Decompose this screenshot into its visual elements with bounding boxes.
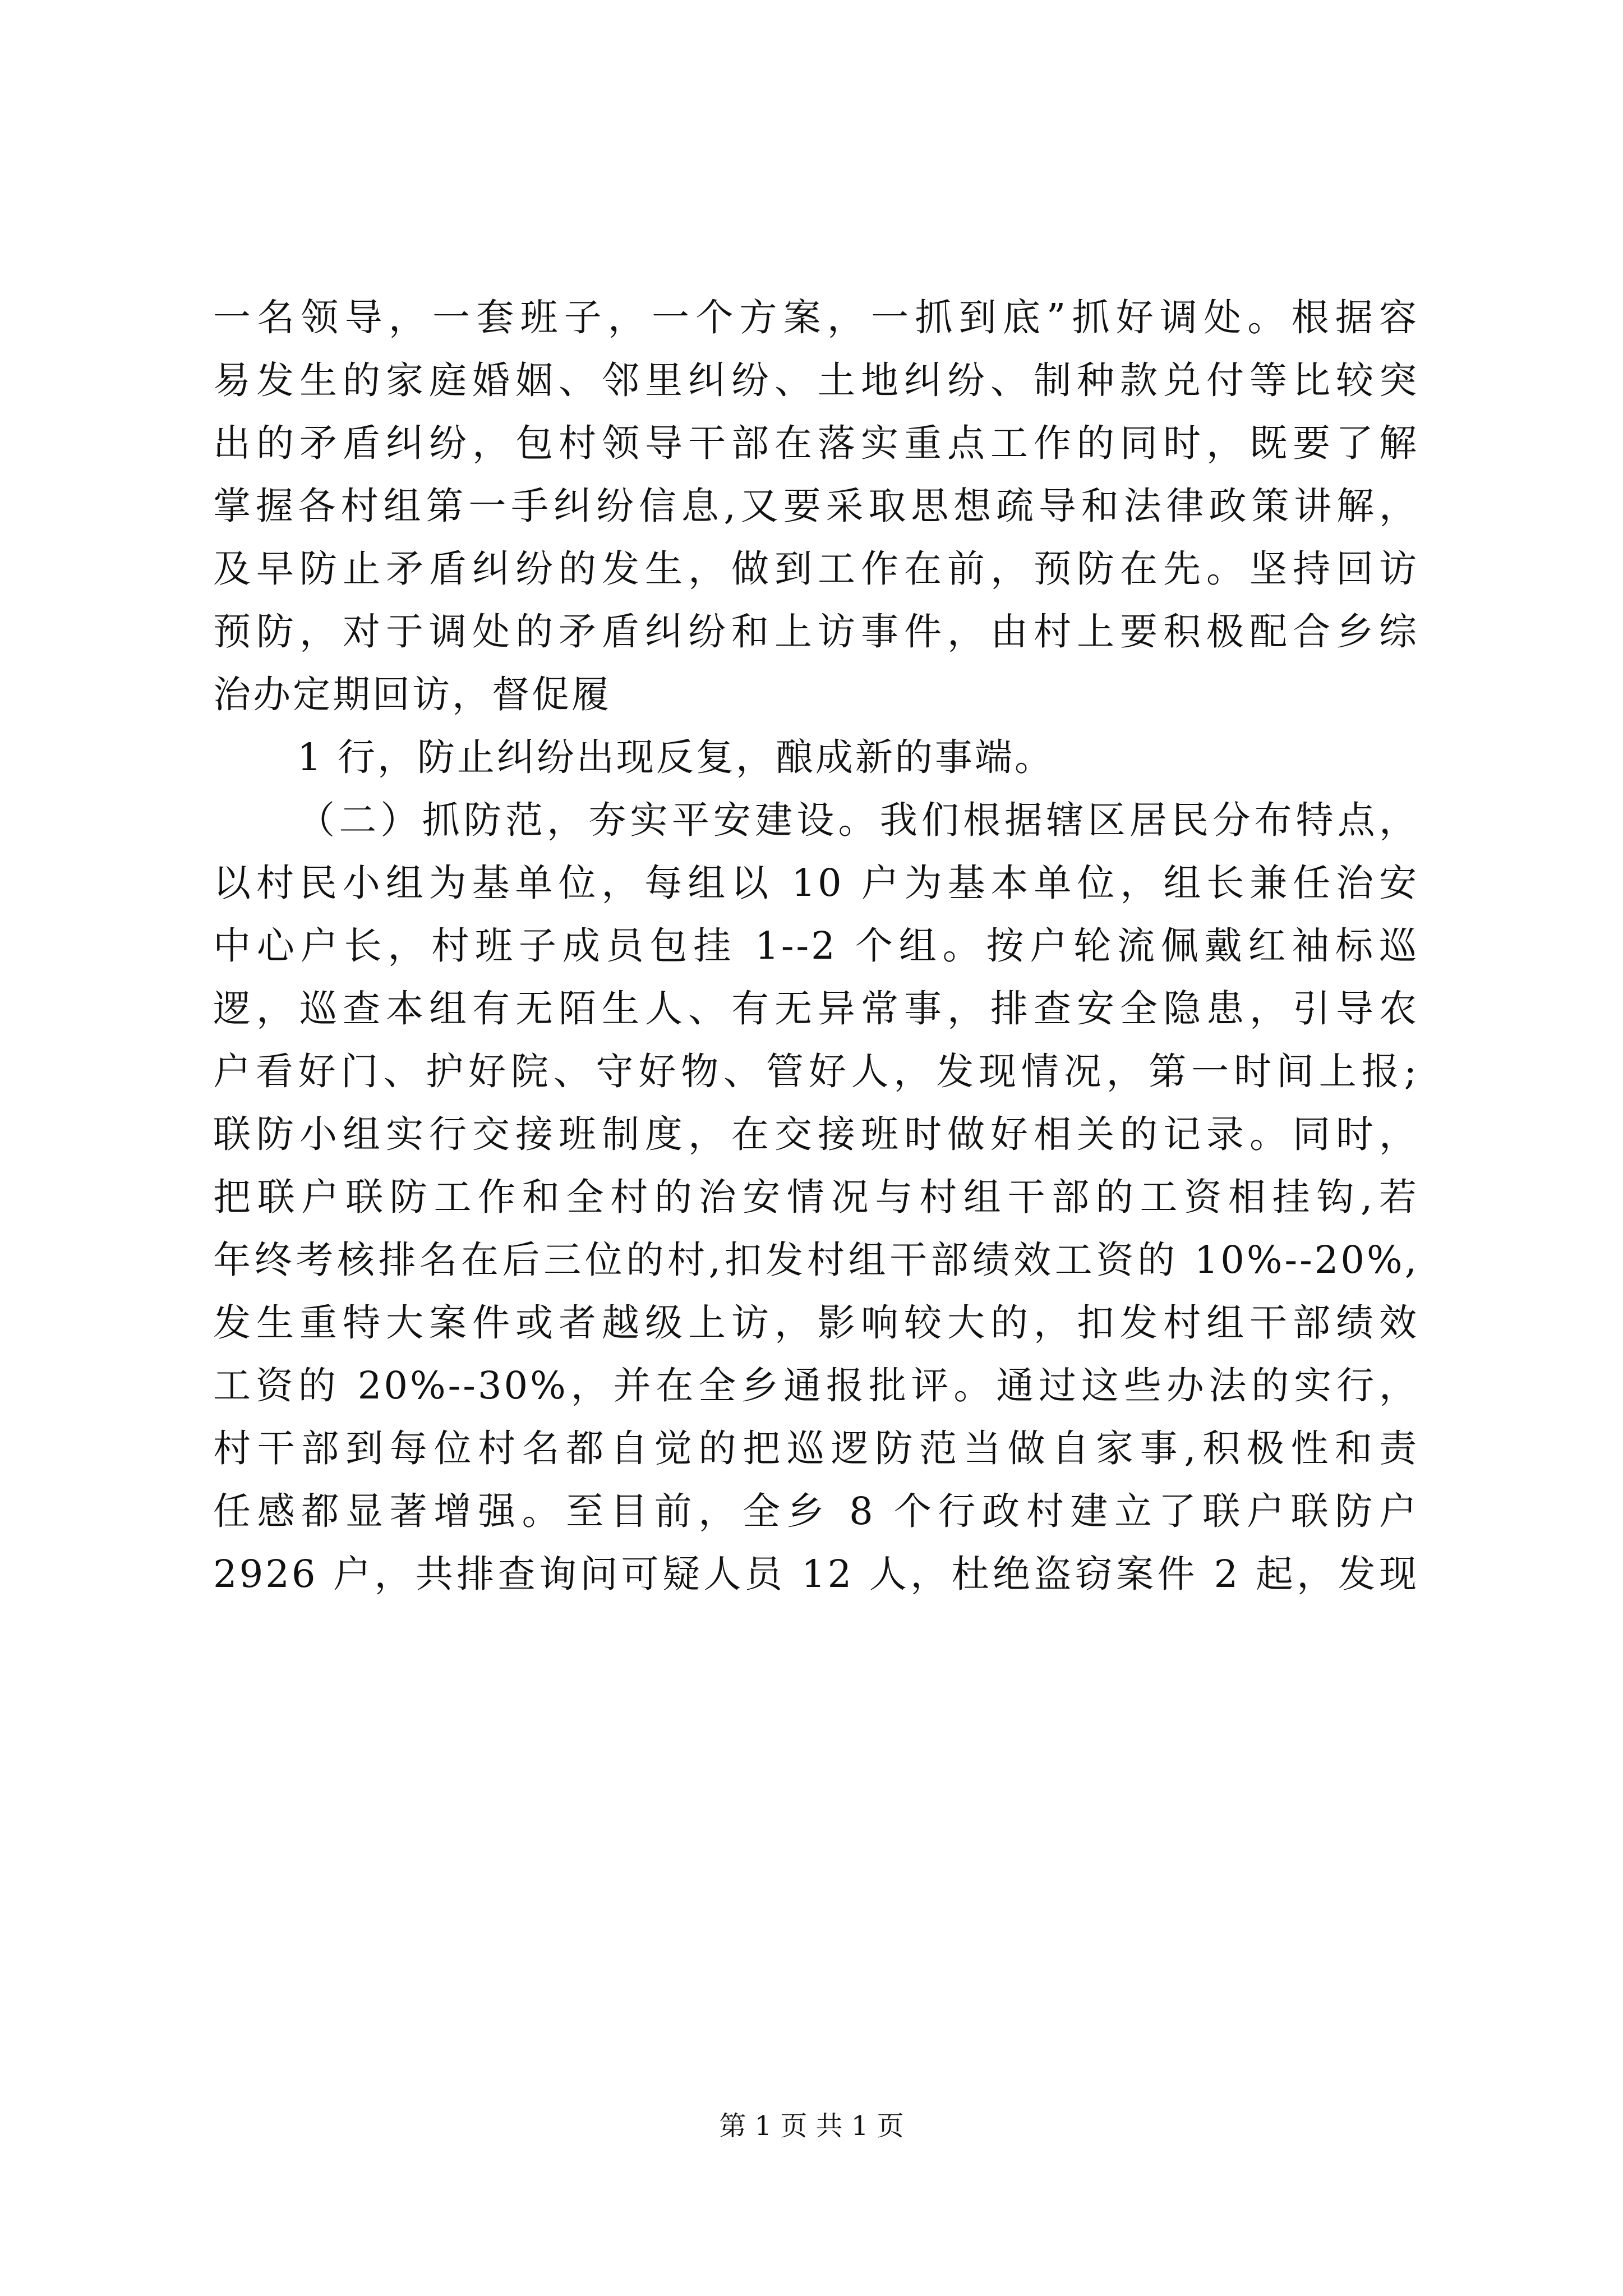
page-number: 第 1 页 共 1 页 (719, 2110, 904, 2142)
text-line: 预防，对于调处的矛盾纠纷和上访事件，由村上要积极配合乡综 (213, 610, 1419, 654)
text-line: 出的矛盾纠纷，包村领导干部在落实重点工作的同时，既要了解 (213, 421, 1419, 465)
text-line: 中心户长，村班子成员包挂 1--2 个组。按户轮流佩戴红袖标巡 (213, 924, 1419, 968)
text-line: （二）抓防范，夯实平安建设。我们根据辖区居民分布特点， (297, 798, 1419, 842)
text-line: 工资的 20%--30%，并在全乡通报批评。通过这些办法的实行， (213, 1364, 1419, 1407)
page-footer (0, 2109, 1623, 2143)
paragraph (213, 286, 1419, 726)
text-line: 易发生的家庭婚姻、邻里纠纷、土地纠纷、制种款兑付等比较突 (213, 358, 1419, 402)
text-line: 掌握各村组第一手纠纷信息,又要采取思想疏导和法律政策讲解， (213, 484, 1419, 528)
text-line: 一名领导，一套班子，一个方案，一抓到底”抓好调处。根据容 (213, 296, 1419, 339)
text-line: 1 行，防止纠纷出现反复，酿成新的事端。 (297, 735, 1054, 779)
text-line: 联防小组实行交接班制度，在交接班时做好相关的记录。同时， (213, 1112, 1419, 1156)
paragraph (213, 789, 1419, 1605)
text-line: 以村民小组为基单位，每组以 10 户为基本单位，组长兼任治安 (213, 861, 1419, 905)
text-line: 把联户联防工作和全村的治安情况与村组干部的工资相挂钩,若 (213, 1175, 1419, 1219)
text-line: 任感都显著增强。至目前，全乡 8 个行政村建立了联户联防户 (213, 1489, 1419, 1533)
text-line: 及早防止矛盾纠纷的发生，做到工作在前，预防在先。坚持回访 (213, 547, 1419, 591)
text-line: 户看好门、护好院、守好物、管好人，发现情况，第一时间上报; (213, 1050, 1419, 1093)
text-line: 年终考核排名在后三位的村,扣发村组干部绩效工资的 10%--20%, (213, 1238, 1419, 1282)
paragraph (213, 726, 1419, 789)
text-line: 治办定期回访，督促履 (213, 673, 611, 716)
text-line: 村干部到每位村名都自觉的把巡逻防范当做自家事,积极性和责 (213, 1427, 1419, 1470)
text-line: 2926 户，共排查询问可疑人员 12 人，杜绝盗窃案件 2 起，发现 (213, 1552, 1419, 1596)
document-body (213, 286, 1419, 1605)
text-line: 发生重特大案件或者越级上访，影响较大的，扣发村组干部绩效 (213, 1301, 1419, 1345)
text-line: 逻，巡查本组有无陌生人、有无异常事，排查安全隐患，引导农 (213, 987, 1419, 1030)
